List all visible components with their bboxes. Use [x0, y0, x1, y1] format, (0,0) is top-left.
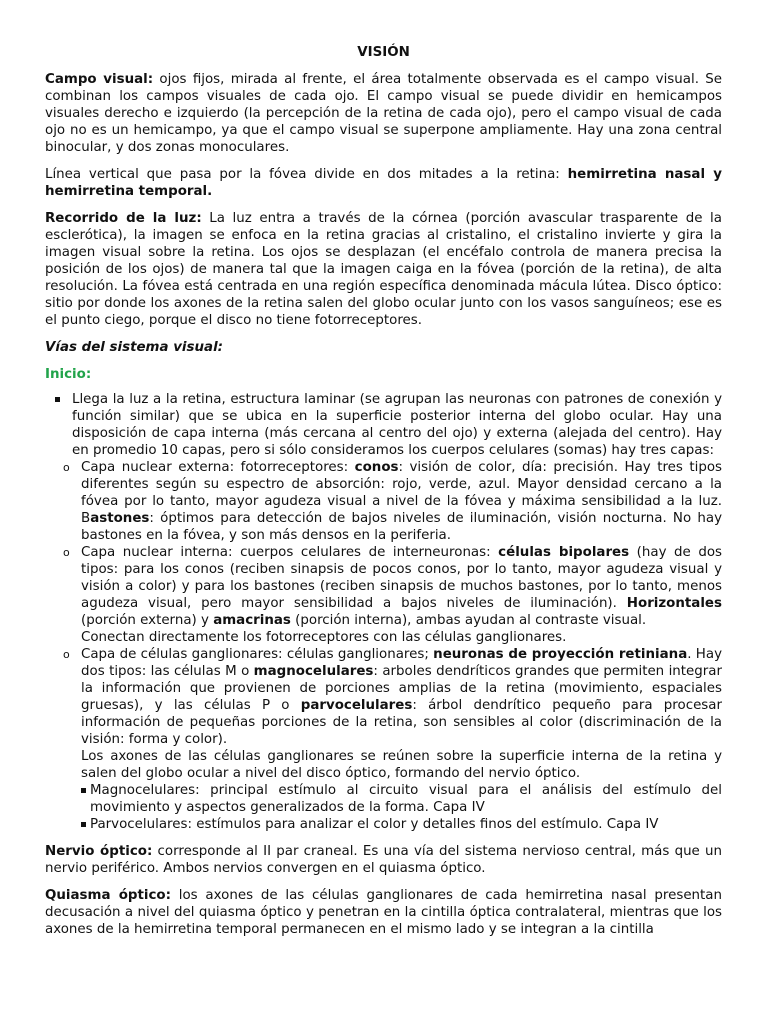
- list-item-magnocelulares: Magnocelulares: principal estímulo al circuito visual para el análisis del estímulo del movimiento y aspectos generalizados de la forma. Capa IV: [81, 782, 722, 816]
- bold-horizontales: Horizontales: [626, 596, 722, 611]
- list-capas: [72, 459, 722, 833]
- text-capa2-d: (porción interna), ambas ayudan al contraste visual.: [290, 613, 647, 628]
- text-capa1-b: : visión de color, día: precisión. Hay tres tipos diferentes según su espectro de absorción: rojo, verde, azul. Mayor densidad cercano a la fóvea por lo tanto, mayor agudeza visual a nivel de la fóvea y máxima sensibilidad a la luz. B: [81, 460, 723, 526]
- list-tipos-celulas: [81, 782, 722, 833]
- paragraph-nervio-optico: [45, 843, 722, 877]
- label-nervio-optico: Nervio óptico:: [45, 844, 153, 859]
- text-retina: Llega la luz a la retina, estructura laminar (se agrupan las neuronas con patrones de conexión y función similar) que se ubica en la superficie posterior interna del globo ocular. Hay una disposición de capa interna (más cercana al centro del ojo) y externa (alejada del centro). Hay en promedio 10 capas, pero si sólo consideramos los cuerpos celulares (somas) hay tres capas:: [72, 392, 722, 458]
- document-title: VISIÓN: [357, 45, 410, 60]
- label-recorrido-luz: Recorrido de la luz:: [45, 211, 202, 226]
- text-recorrido-luz: La luz entra a través de la córnea (porción avascular trasparente de la esclerótica), la imagen se enfoca en la retina gracias al cristalino, el cristalino invierte y gira la imagen visual sobre la retina. Los ojos se desplazan (el encéfalo controla de manera precisa la posición de los ojos) de manera tal que la imagen caiga en la fóvea (porción de la retina), de alta resolución. La fóvea está centrada en una región específica denominada mácula lútea. Disco óptico: sitio por donde los axones de la retina salen del globo ocular junto con los vasos sanguíneos; ese es el punto ciego, porque el disco no tiene fotorreceptores.: [45, 211, 722, 328]
- paragraph-recorrido-luz: [45, 210, 722, 329]
- list-item-capa-nuclear-externa: [45, 459, 722, 544]
- text-linea-vertical: Línea vertical que pasa por la fóvea divide en dos mitades a la retina:: [45, 167, 568, 182]
- text-capa2-c: (porción externa) y: [81, 613, 214, 628]
- bold-conos: conos: [354, 460, 399, 475]
- list-retina: [45, 391, 722, 833]
- text-quiasma-optico: los axones de las células ganglionares de cada hemirretina nasal presentan decusación a nivel del quiasma óptico y penetran en la cintilla óptica contralateral, mientras que los axones de la hemirretina temporal permanecen en el mismo lado y se integran a la cintilla: [45, 888, 722, 937]
- text-capa3-b: . Hay dos tipos: las células M o: [81, 647, 723, 679]
- text-nervio-optico: corresponde al II par craneal. Es una vía del sistema nervioso central, más que un nervio periférico. Ambos nervios convergen en el quiasma óptico.: [45, 844, 723, 876]
- text-campo-visual: ojos fijos, mirada al frente, el área totalmente observada es el campo visual. Se combinan los campos visuales de cada ojo. El campo visual se puede dividir en hemicampos visuales derecho e izquierdo (la percepción de la retina de cada ojo), pero el campo visual de cada ojo no es un hemicampo, ya que el campo visual se superpone ampliamente. Hay una zona central binocular, y dos zonas monoculares.: [45, 72, 722, 155]
- bold-parvocelulares: parvocelulares: [300, 698, 413, 713]
- paragraph-quiasma-optico: [45, 887, 722, 938]
- bold-magnocelulares: magnocelulares: [253, 664, 374, 679]
- bold-celulas-bipolares: células bipolares: [498, 545, 630, 560]
- text-capa1-c: : óptimos para detección de bajos niveles de iluminación, visión nocturna. No hay bastones en la fóvea, y son más densos en la periferia.: [81, 511, 722, 543]
- bold-amacrinas: amacrinas: [213, 613, 291, 628]
- heading-inicio: Inicio:: [45, 367, 92, 382]
- label-campo-visual: Campo visual:: [45, 72, 154, 87]
- text-capa3-d: : árbol dendrítico pequeño para procesar información de pequeñas porciones de la retina, son sensibles al color (discriminación de la visión: forma y color).: [81, 698, 722, 747]
- text-capa2-b: (hay de dos tipos: para los conos (reciben sinapsis de pocos conos, por lo tanto, mayor agudeza visual y visión a color) y para los bastones (reciben sinapsis de muchos bastones, por lo tanto, menos agudeza visual, pero mayor sensibilidad a bajos niveles de iluminación).: [81, 545, 722, 611]
- list-item-capa-ganglionares: [45, 646, 722, 833]
- paragraph-linea-vertical: [45, 166, 722, 200]
- bold-neuronas-proyeccion: neuronas de proyección retiniana: [433, 647, 688, 662]
- text-capa3-c: : arboles dendríticos grandes que permiten integrar la información que provienen de porciones amplias de la retina (movimiento, espaciales gruesas), y las células P o: [81, 664, 722, 713]
- heading-vias-sistema-visual: Vías del sistema visual:: [45, 340, 224, 355]
- paragraph-campo-visual: [45, 71, 722, 156]
- text-capa1-a: Capa nuclear externa: fotorreceptores:: [81, 460, 355, 475]
- text-capa2-extra: Conectan directamente los fotorreceptores con las células ganglionares.: [81, 630, 567, 645]
- list-item-capa-nuclear-interna: [45, 544, 722, 646]
- text-capa3-extra: Los axones de las células ganglionares se reúnen sobre la superficie interna de la retina y salen del globo ocular a nivel del disco óptico, formando del nervio óptico.: [81, 749, 722, 781]
- bold-hemirretinas: hemirretina nasal y hemirretina temporal.: [45, 167, 722, 199]
- list-item-parvocelulares: Parvocelulares: estímulos para analizar el color y detalles finos del estímulo. Capa IV: [81, 816, 722, 833]
- bold-bastones: astones: [90, 511, 150, 526]
- text-capa3-a: Capa de células ganglionares: células ganglionares;: [81, 647, 434, 662]
- list-item-retina: [45, 391, 722, 833]
- label-quiasma-optico: Quiasma óptico:: [45, 888, 171, 903]
- text-capa2-a: Capa nuclear interna: cuerpos celulares de interneuronas:: [81, 545, 499, 560]
